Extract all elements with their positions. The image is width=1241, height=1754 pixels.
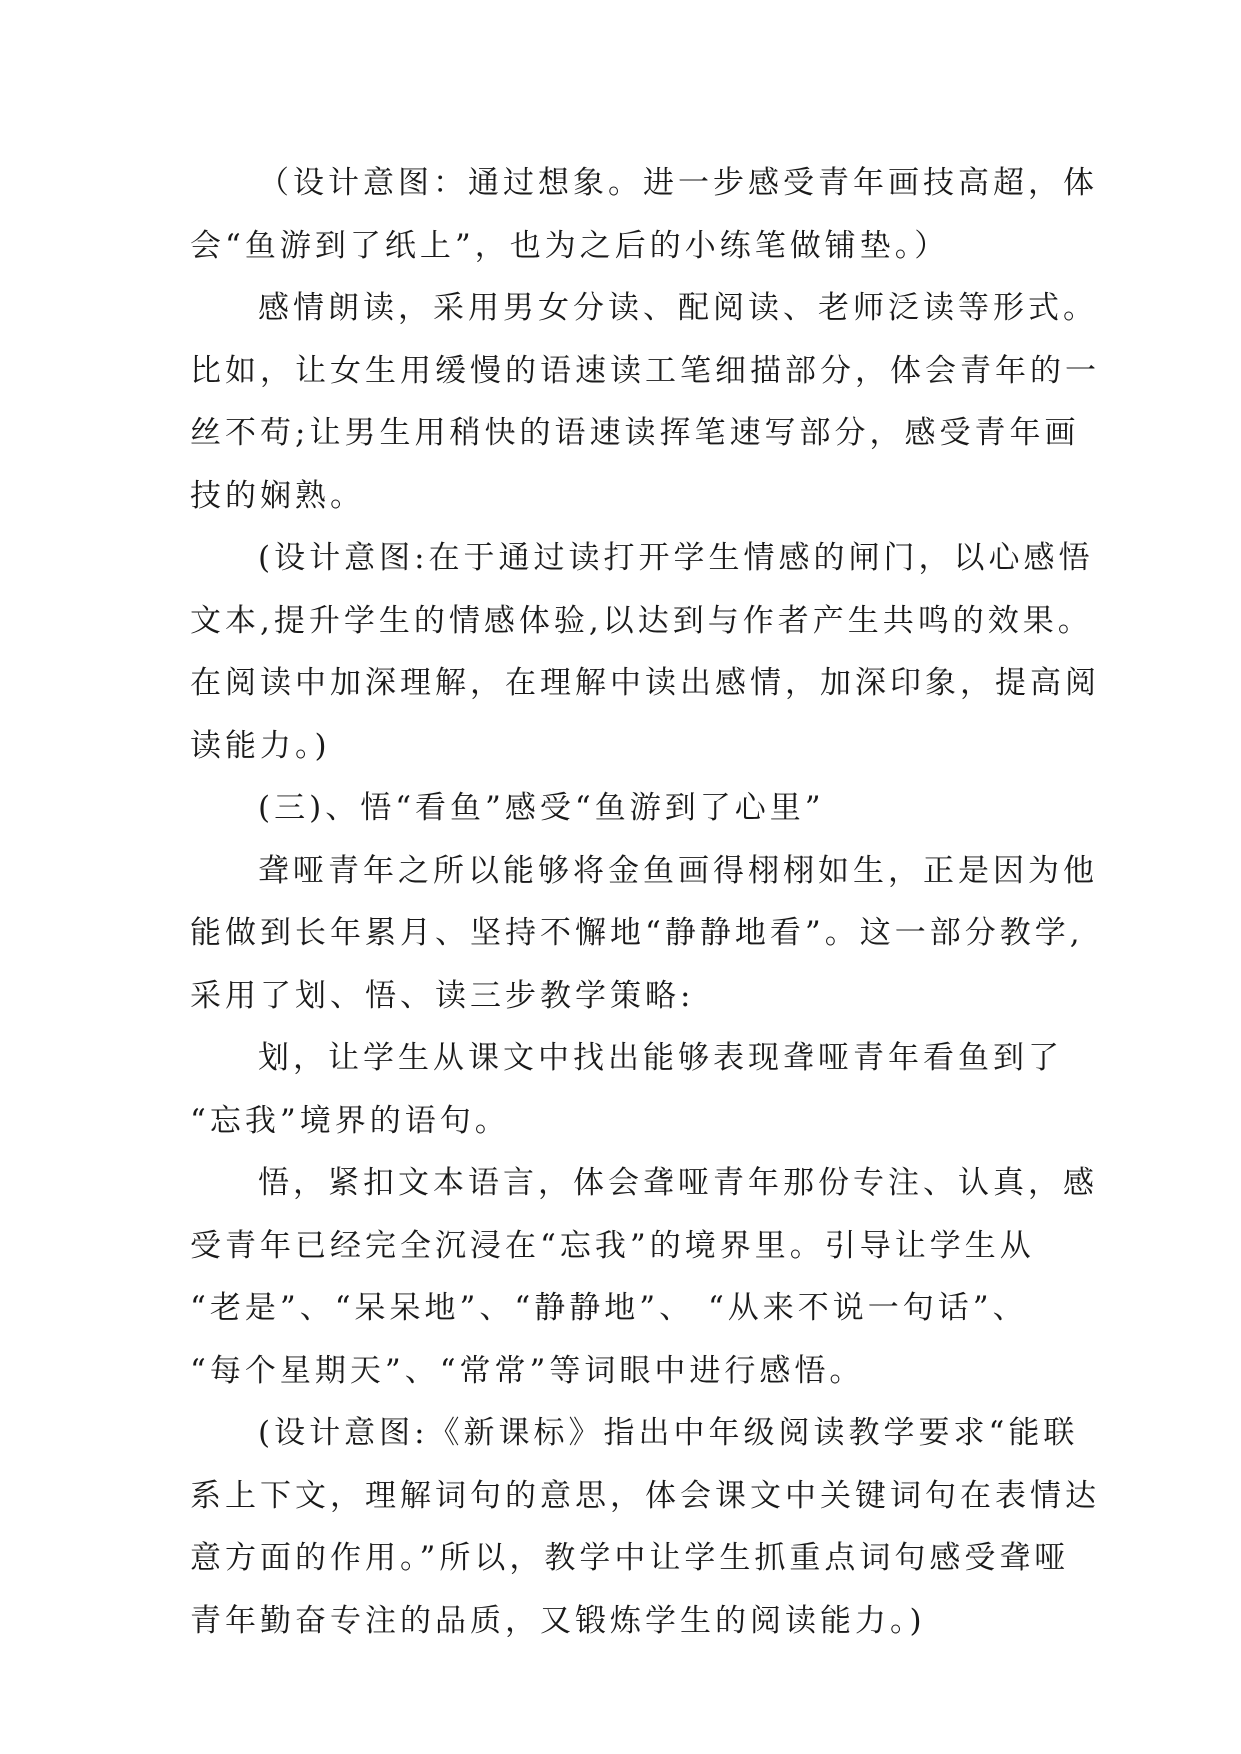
text-line: （设计意图：通过想象。进一步感受青年画技高超，体 bbox=[258, 165, 1098, 201]
text-line: “老是”、“呆呆地”、“静静地”、 “从来不说一句话”、 bbox=[190, 1290, 1028, 1326]
text-line: 文本,提升学生的情感体验,以达到与作者产生共鸣的效果。 bbox=[190, 602, 1093, 639]
document-body bbox=[190, 152, 1100, 1652]
text-line: 能做到长年累月、坚持不懈地“静静地看”。这一部分教学, bbox=[190, 915, 1084, 951]
paragraph-design-intent-imagination bbox=[190, 152, 1098, 277]
text-line: 感情朗读，采用男女分读、配阅读、老师泛读等形式。 bbox=[258, 290, 1098, 326]
text-line: (设计意图:《新课标》指出中年级阅读教学要求“能联 bbox=[258, 1415, 1079, 1451]
text-line: 聋哑青年之所以能够将金鱼画得栩栩如生，正是因为他 bbox=[258, 852, 1098, 889]
text-line: 会“鱼游到了纸上”，也为之后的小练笔做铺垫。） bbox=[190, 227, 950, 264]
text-line: 技的娴熟。 bbox=[190, 477, 365, 514]
text-line: 划，让学生从课文中找出能够表现聋哑青年看鱼到了 bbox=[258, 1040, 1063, 1076]
text-line: 比如，让女生用缓慢的语速读工笔细描部分，体会青年的一 bbox=[190, 352, 1100, 389]
paragraph-design-intent-reading bbox=[190, 527, 1100, 777]
text-line: 悟，紧扣文本语言，体会聋哑青年那份专注、认真，感 bbox=[258, 1165, 1098, 1201]
paragraph-emotional-reading bbox=[190, 277, 1100, 527]
paragraph-step-comprehend bbox=[190, 1152, 1098, 1402]
paragraph-watching-fish bbox=[190, 840, 1098, 1028]
paragraph-step-mark bbox=[190, 1027, 1063, 1152]
text-line: 受青年已经完全沉浸在“忘我”的境界里。引导让学生从 bbox=[190, 1227, 1035, 1264]
text-line: 在阅读中加深理解，在理解中读出感情，加深印象，提高阅 bbox=[190, 665, 1100, 701]
section-heading: (三)、悟“看鱼”感受“鱼游到了心里” bbox=[258, 790, 825, 826]
text-line: 读能力。) bbox=[190, 727, 331, 764]
text-line: 系上下文，理解词句的意思，体会课文中关键词句在表情达 bbox=[190, 1477, 1100, 1514]
paragraph-design-intent-curriculum bbox=[190, 1402, 1100, 1652]
section-heading-three bbox=[190, 777, 1060, 840]
text-line: “忘我”境界的语句。 bbox=[190, 1102, 510, 1139]
text-line: 丝不苟;让男生用稍快的语速读挥笔速写部分，感受青年画 bbox=[190, 415, 1080, 451]
text-line: 采用了划、悟、读三步教学策略: bbox=[190, 977, 695, 1014]
text-line: 青年勤奋专注的品质，又锻炼学生的阅读能力。) bbox=[190, 1602, 926, 1639]
text-line: (设计意图:在于通过读打开学生情感的闸门，以心感悟 bbox=[258, 540, 1094, 576]
text-line: 意方面的作用。”所以，教学中让学生抓重点词句感受聋哑 bbox=[190, 1540, 1070, 1576]
text-line: “每个星期天”、“常常”等词眼中进行感悟。 bbox=[190, 1352, 865, 1389]
